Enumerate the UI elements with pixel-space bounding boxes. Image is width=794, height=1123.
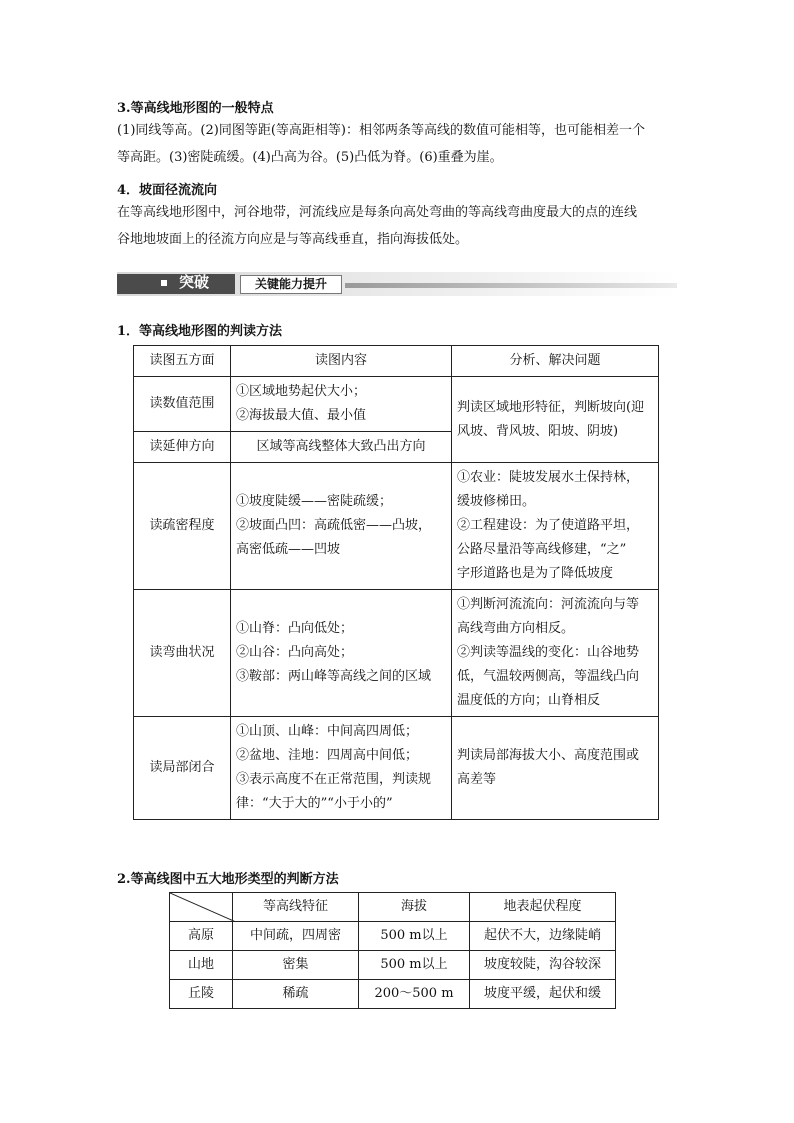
landform-cell: 山地 xyxy=(170,951,233,980)
table-row xyxy=(134,717,659,820)
header-cell: 分析、解决问题 xyxy=(452,346,659,377)
table-row xyxy=(134,590,659,717)
analysis-cell xyxy=(452,377,659,463)
content-cell xyxy=(231,377,452,432)
table-row xyxy=(170,980,616,1009)
cell-line: 缓坡修梯田。 xyxy=(457,494,536,509)
cell-line: 判读局部海拔大小、高度范围或 xyxy=(457,748,640,763)
cell-line: ①山顶、山峰：中间高四周低； xyxy=(236,724,419,739)
cell-line: 高差等 xyxy=(457,772,497,787)
cell-line: ①坡度陡缓——密陡疏缓； xyxy=(236,494,393,509)
header-cell: 读图内容 xyxy=(231,346,452,377)
header-cell: 读图五方面 xyxy=(134,346,231,377)
aspect-cell: 读局部闭合 xyxy=(134,717,231,820)
aspect-cell: 读疏密程度 xyxy=(134,463,231,590)
cell-line: 高密低疏——凹坡 xyxy=(236,542,341,557)
table-cell: 中间疏，四周密 xyxy=(233,922,359,951)
table-cell: 稀疏 xyxy=(233,980,359,1009)
square-bullet-icon xyxy=(161,280,167,286)
cell-line: ②坡面凸凹：高疏低密——凸坡， xyxy=(236,518,432,533)
header-cell: 等高线特征 xyxy=(233,893,359,922)
cell-line: 公路尽量沿等高线修建，“之” xyxy=(457,542,627,557)
table-row xyxy=(170,922,616,951)
cell-line: ②盆地、洼地：四周高中间低； xyxy=(236,748,419,763)
cell-line: 字形道路也是为了降低坡度 xyxy=(457,566,614,581)
cell-line: ②判读等温线的变化：山谷地势 xyxy=(457,645,640,660)
landform-cell: 高原 xyxy=(170,922,233,951)
cell-line: 温度低的方向；山脊相反 xyxy=(457,693,601,708)
table1-heading: 1．等高线地形图的判读方法 xyxy=(117,324,283,339)
cell-line: ③表示高度不在正常范围，判读规 xyxy=(236,772,432,787)
content-cell xyxy=(231,717,452,820)
table-header-row xyxy=(170,893,616,922)
table-cell: 500 m以上 xyxy=(359,922,470,951)
analysis-cell xyxy=(452,717,659,820)
cell-line: ②海拔最大值、最小值 xyxy=(236,408,367,423)
aspect-cell: 读弯曲状况 xyxy=(134,590,231,717)
cell-line: ①区域地势起伏大小； xyxy=(236,384,367,399)
table-header-row xyxy=(134,346,659,377)
banner-gradient-bar xyxy=(345,283,677,288)
section3-heading: 3.等高线地形图的一般特点 xyxy=(117,101,274,116)
header-cell: 海拔 xyxy=(359,893,470,922)
cell-line: 律：“大于大的”“小于小的” xyxy=(236,796,393,811)
section4-line: 谷地地坡面上的径流方向应是与等高线垂直，指向海拔低处。 xyxy=(117,232,469,247)
aspect-cell: 读延伸方向 xyxy=(134,432,231,463)
cell-line: ②工程建设：为了使道路平坦， xyxy=(457,518,640,533)
landform-types-table xyxy=(169,892,616,1009)
table-row xyxy=(170,951,616,980)
table-cell: 200～500 m xyxy=(359,980,470,1009)
diagonal-line-icon xyxy=(170,893,236,922)
banner-title-block xyxy=(117,274,235,294)
section4-line: 在等高线地形图中，河谷地带，河流线应是每条向高处弯曲的等高线弯曲度最大的点的连线 xyxy=(117,205,638,220)
table-cell: 坡度较陡，沟谷较深 xyxy=(470,951,616,980)
interpretation-methods-table xyxy=(133,345,659,820)
diagonal-header-cell xyxy=(170,893,233,922)
cell-line: ①山脊：凸向低处； xyxy=(236,621,354,636)
cell-line: 高线弯曲方向相反。 xyxy=(457,621,575,636)
cell-line: 风坡、背风坡、阳坡、阴坡) xyxy=(457,423,619,439)
table-cell: 坡度平缓，起伏和缓 xyxy=(470,980,616,1009)
content-cell xyxy=(231,590,452,717)
table2-heading: 2.等高线图中五大地形类型的判断方法 xyxy=(117,872,339,887)
cell-line: 低，气温较两侧高，等温线凸向 xyxy=(457,669,640,684)
table-cell: 起伏不大，边缘陡峭 xyxy=(470,922,616,951)
banner-tag: 关键能力提升 xyxy=(240,275,342,294)
header-cell: 地表起伏程度 xyxy=(470,893,616,922)
cell-line: 判读区域地形特征，判断坡向(迎 xyxy=(457,399,645,415)
content-cell xyxy=(231,463,452,590)
section3-line: (1)同线等高。(2)同图等距(等高距相等)：相邻两条等高线的数值可能相等，也可能相差一个 xyxy=(117,123,645,138)
cell-line: ①农业：陡坡发展水土保持林， xyxy=(457,470,640,485)
table-cell: 500 m以上 xyxy=(359,951,470,980)
section4-body xyxy=(117,199,677,253)
aspect-cell: 读数值范围 xyxy=(134,377,231,432)
cell-line: ①判断河流流向：河流流向与等 xyxy=(457,597,640,612)
table-row xyxy=(134,377,659,432)
table-cell: 密集 xyxy=(233,951,359,980)
landform-cell: 丘陵 xyxy=(170,980,233,1009)
cell-line: ③鞍部：两山峰等高线之间的区域 xyxy=(236,669,432,684)
section4-heading: 4．坡面径流流向 xyxy=(117,183,218,198)
content-cell: 区域等高线整体大致凸出方向 xyxy=(231,432,452,463)
analysis-cell xyxy=(452,463,659,590)
section-banner xyxy=(117,272,677,296)
cell-line: ②山谷：凸向高处； xyxy=(236,645,354,660)
table-row xyxy=(134,463,659,590)
banner-title: 突破 xyxy=(179,273,210,291)
analysis-cell xyxy=(452,590,659,717)
section3-line: 等高距。(3)密陡疏缓。(4)凸高为谷。(5)凸低为脊。(6)重叠为崖。 xyxy=(117,150,503,165)
section3-body xyxy=(117,117,677,171)
